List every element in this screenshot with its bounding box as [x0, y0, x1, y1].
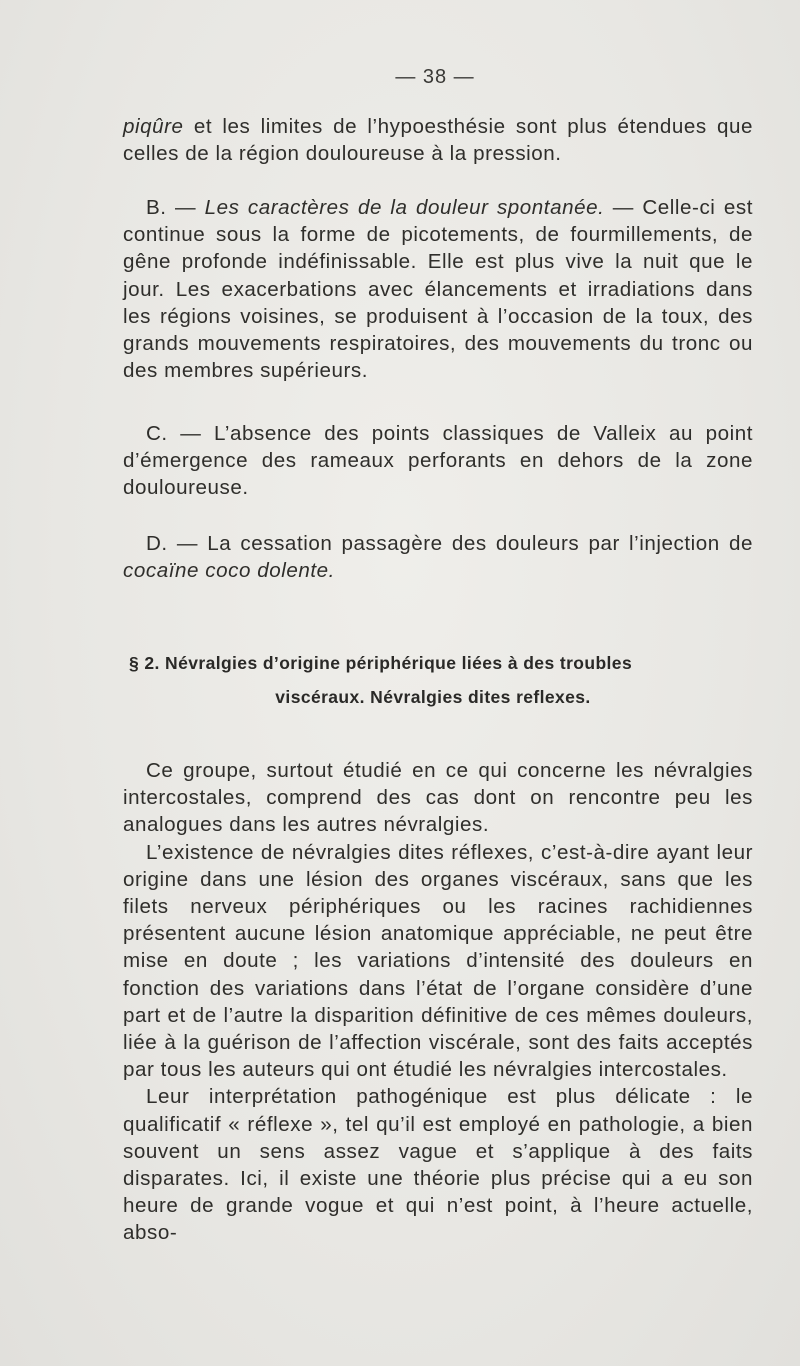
item-title-b: Les caractères de la douleur spontanée.: [204, 196, 605, 219]
page-number: — 38 —: [395, 66, 475, 88]
paragraph-text: C. — L’absence des points classiques de Valleix au point d’émergence des rameaux perforants en dehors de la zone douloureuse.: [123, 422, 753, 500]
paragraph-c: [123, 420, 753, 502]
body-paragraph-2: L’existence de névralgies dites réflexes, c’est-à-dire ayant leur origine dans une lésion des organes viscéraux, sans que les filets nerveux périphériques ou les racines rachidiennes présentent aucune lésion anatomique appréciable, ne peut être mise en doute ; les variations d’intensité des douleurs en fonction des variations dans l’état de l’organe considère d’une part et de l’autre la disparition définitive de ces mêmes douleurs, liée à la guérison de l’affection viscérale, sont des faits acceptés par tous les auteurs qui ont étudié les névralgies intercostales.: [123, 840, 753, 1082]
paragraph-text: D. — La cessation passagère des douleurs par l’injection de: [146, 532, 753, 555]
paragraph-text: et les limites de l’hypoesthésie sont plus étendues que celles de la région douloureuse à la pression.: [123, 115, 753, 166]
section-heading-line2: viscéraux. Névralgies dites reflexes.: [275, 687, 591, 707]
paragraph-text: — Celle-ci est continue sous la forme de picotements, de fourmillements, de gêne profonde indéfinissable. Elle est plus vive la nuit que le jour. Les exacerbations avec élancements et irradiations dans les régions voisines, se produisent à l’occasion de la toux, des grands mouvements respiratoires, des mouvements du tronc ou des membres supérieurs.: [123, 196, 753, 383]
item-letter-b: B. —: [146, 196, 205, 219]
body-text: [123, 757, 753, 1247]
paragraph-d: [123, 530, 753, 584]
italic-word: piqûre: [123, 115, 184, 138]
section-heading-line1: § 2. Névralgies d’origine périphérique liées à des troubles: [129, 653, 633, 673]
italic-phrase: cocaïne coco dolente.: [123, 559, 335, 583]
body-paragraph-1: Ce groupe, surtout étudié en ce qui concerne les névralgies intercostales, comprend des cas dont on rencontre peu les analogues dans les autres névralgies.: [123, 759, 753, 837]
paragraph-b: [123, 194, 753, 384]
paragraph-continuation: [123, 113, 753, 167]
body-paragraph-3: Leur interprétation pathogénique est plus délicate : le qualificatif « réflexe », tel qu’il est employé en pathologie, a bien souvent un sens assez vague et s’applique à des faits disparates. Ici, il existe une théorie plus précise qui a eu son heure de grande vogue et qui n’est point, à l’heure actuelle, abso-: [123, 1085, 753, 1245]
section-heading: [123, 646, 753, 714]
